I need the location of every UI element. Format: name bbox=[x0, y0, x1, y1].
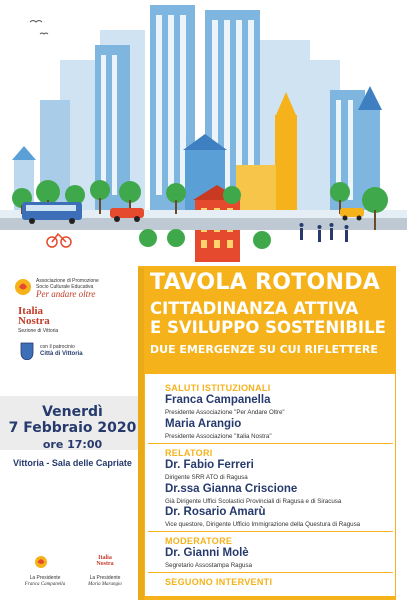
subtitle-line-3: DUE EMERGENZE SU CUI RIFLETTERE bbox=[150, 343, 378, 356]
signature-left-title: La Presidente bbox=[29, 575, 61, 581]
subtitle-line-2: E SVILUPPO SOSTENIBILE bbox=[150, 318, 386, 337]
event-time: ore 17:00 bbox=[42, 438, 103, 451]
city-crest-icon bbox=[20, 342, 34, 360]
logo-patronage bbox=[20, 340, 130, 364]
bicycle-icon bbox=[47, 234, 71, 247]
panel-shadow bbox=[138, 268, 144, 600]
assoc2-name-bottom: Nostra bbox=[18, 315, 50, 327]
assoc2-section: Sezione di Vittoria bbox=[18, 328, 59, 334]
assoc1-name: Per andare oltre bbox=[36, 289, 96, 299]
speaker-role: Dirigente SRR ATO di Ragusa bbox=[165, 474, 248, 481]
signature-right bbox=[80, 555, 130, 600]
speaker-role: Vice questore, Dirigente Ufficio Immigrazione della Questura di Ragusa bbox=[165, 521, 361, 528]
signature-right-logo-top: Italia bbox=[98, 555, 112, 561]
signature-right-title: La Presidente bbox=[89, 575, 121, 581]
patronage-city: Città di Vittoria bbox=[40, 351, 83, 357]
speaker-role: Già Dirigente Uffici Scolastici Provinciali di Ragusa e di Siracusa bbox=[165, 498, 342, 505]
signature-right-logo-bottom: Nostra bbox=[96, 561, 114, 567]
section-divider bbox=[148, 572, 393, 573]
speaker-role: Presidente Associazione "Italia Nostra" bbox=[165, 433, 272, 440]
speaker-name: Maria Arangio bbox=[165, 418, 242, 430]
city-illustration bbox=[0, 0, 407, 262]
birds-icon bbox=[30, 21, 48, 35]
signature-right-name: Maria Marangio bbox=[88, 582, 122, 587]
speaker-role: Presidente Associazione "Per Andare Oltre" bbox=[165, 409, 285, 416]
event-date: 7 Febbraio 2020 bbox=[8, 420, 137, 436]
speaker-name: Franca Campanella bbox=[165, 394, 271, 406]
page-title: TAVOLA ROTONDA bbox=[150, 270, 381, 295]
heart-hands-icon bbox=[34, 555, 48, 569]
heart-hands-icon bbox=[14, 278, 32, 296]
event-day: Venerdì bbox=[42, 404, 103, 420]
speaker-name: Dr. Gianni Molè bbox=[165, 547, 249, 559]
section-heading-moderatore: MODERATORE bbox=[165, 536, 233, 546]
assoc2-name-top: Italia bbox=[18, 305, 44, 317]
section-heading-saluti: SALUTI ISTITUZIONALI bbox=[165, 383, 271, 393]
speaker-role: Segretario Assostampa Ragusa bbox=[165, 562, 253, 569]
assoc1-small: Associazione di Promozione bbox=[36, 278, 99, 284]
signature-left-name: Franca Campanella bbox=[24, 582, 66, 587]
assoc1-small2: Socio Culturale Educativa bbox=[36, 284, 94, 290]
speaker-name: Dr.ssa Gianna Criscione bbox=[165, 483, 298, 495]
section-heading-relatori: RELATORI bbox=[165, 448, 213, 458]
section-divider bbox=[148, 531, 393, 532]
logo-italia-nostra bbox=[18, 305, 78, 335]
speaker-name: Dr. Fabio Ferreri bbox=[165, 459, 254, 471]
subtitle-line-1: CITTADINANZA ATTIVA bbox=[150, 299, 359, 318]
signature-left bbox=[20, 555, 70, 600]
logo-per-andare-oltre bbox=[14, 276, 134, 298]
event-venue: Vittoria - Sala delle Capriate bbox=[13, 458, 132, 468]
section-divider bbox=[148, 443, 393, 444]
speaker-name: Dr. Rosario Amarù bbox=[165, 506, 266, 518]
section-heading-interventi: SEGUONO INTERVENTI bbox=[165, 577, 273, 587]
patronage-small: con il patrocinio bbox=[40, 344, 75, 350]
